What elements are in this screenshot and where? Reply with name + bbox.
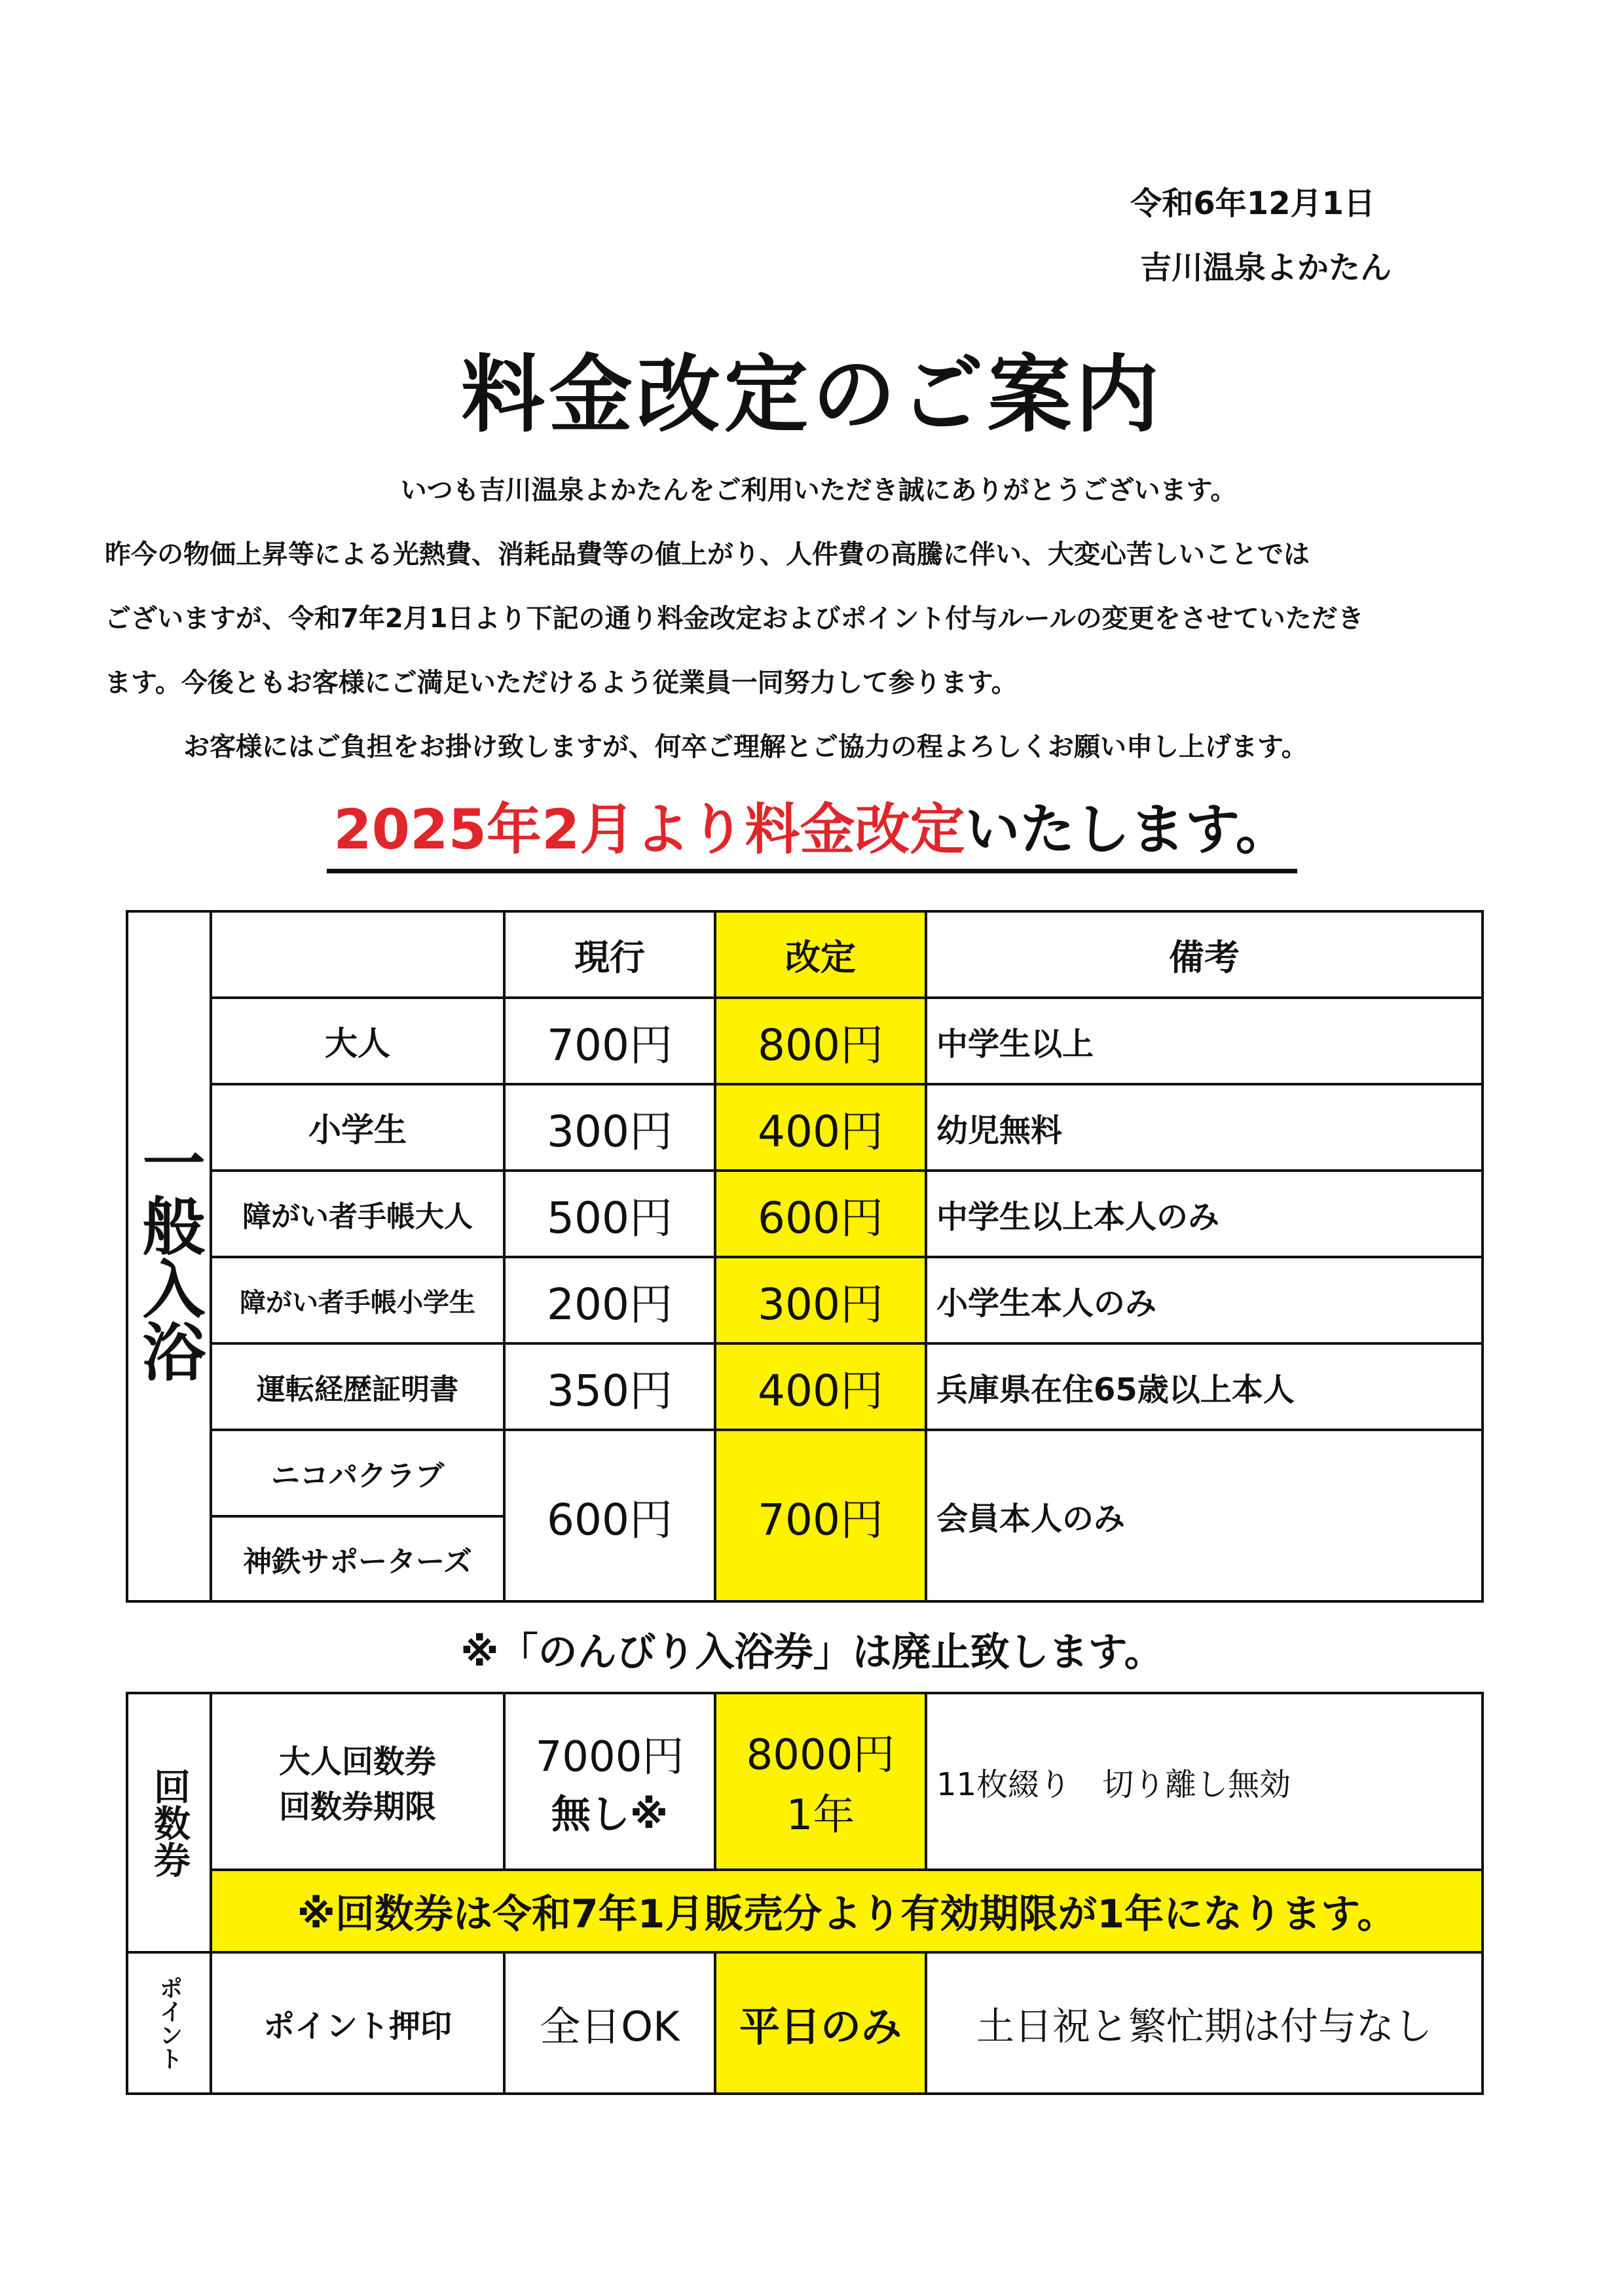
row-note: 中学生以上 xyxy=(926,998,1483,1084)
row-category: 大人 xyxy=(211,998,504,1084)
club-category-2: 神鉄サポーターズ xyxy=(211,1516,504,1601)
coupon-categories xyxy=(211,1693,504,1870)
headline-black: いたします。 xyxy=(965,797,1291,862)
header-revised: 改定 xyxy=(715,911,926,998)
intro-text xyxy=(105,458,1532,779)
intro-line-3: ございますが、令和7年2月1日より下記の通り料金改定およびポイント付与ルールの変更をさせていただき xyxy=(105,604,1364,634)
table-row xyxy=(127,1084,1483,1171)
coupon-revised-price: 8000円 xyxy=(746,1731,895,1779)
row-revised: 300円 xyxy=(715,1257,926,1343)
row-revised: 800円 xyxy=(715,998,926,1084)
row-category: 小学生 xyxy=(211,1084,504,1171)
row-note: 小学生本人のみ xyxy=(926,1257,1483,1343)
points-category: ポイント押印 xyxy=(211,1952,504,2094)
row-current: 700円 xyxy=(504,998,715,1084)
coupon-category-2: 回数券期限 xyxy=(278,1789,436,1825)
row-current: 200円 xyxy=(504,1257,715,1343)
headline xyxy=(0,786,1624,873)
row-current: 350円 xyxy=(504,1343,715,1430)
row-category: 障がい者手帳大人 xyxy=(211,1171,504,1257)
coupon-revised xyxy=(715,1693,926,1870)
table-row xyxy=(127,1343,1483,1430)
table-row xyxy=(127,1171,1483,1257)
row-category: 運転経歴証明書 xyxy=(211,1343,504,1430)
points-row xyxy=(127,1952,1483,2094)
intro-line-2: 昨今の物価上昇等による光熱費、消耗品費等の値上がり、人件費の高騰に伴い、大変心苦しいことでは xyxy=(105,539,1310,570)
row-note: 幼児無料 xyxy=(926,1084,1483,1171)
table-row xyxy=(127,998,1483,1084)
header-current: 現行 xyxy=(504,911,715,998)
row-revised: 400円 xyxy=(715,1084,926,1171)
header-row xyxy=(127,911,1483,998)
points-note: 土日祝と繁忙期は付与なし xyxy=(926,1952,1483,2094)
coupon-revised-expiry: 1年 xyxy=(786,1791,855,1840)
coupon-current-expiry: 無し※ xyxy=(551,1792,669,1838)
intro-line-4: ます。今後ともお客様にご満足いただけるよう従業員一同努力して参ります。 xyxy=(105,668,1018,698)
club-current: 600円 xyxy=(504,1430,715,1601)
intro-line-1: いつも吉川温泉よかたんをご利用いただき誠にありがとうございます。 xyxy=(400,475,1237,505)
row-revised: 600円 xyxy=(715,1171,926,1257)
coupon-banner-row xyxy=(127,1870,1483,1952)
table-row xyxy=(127,1257,1483,1343)
coupon-row xyxy=(127,1693,1483,1870)
coupon-current xyxy=(504,1693,715,1870)
side-label-points: ポイント xyxy=(127,1952,211,2094)
coupon-banner: ※回数券は令和7年1月販売分より有効期限が1年になります。 xyxy=(211,1870,1483,1952)
club-note: 会員本人のみ xyxy=(926,1430,1483,1601)
coupon-note: 11枚綴り 切り離し無効 xyxy=(926,1693,1483,1870)
headline-red: 2025年2月より料金改定 xyxy=(333,797,965,862)
points-current: 全日OK xyxy=(504,1952,715,2094)
row-current: 500円 xyxy=(504,1171,715,1257)
intro-line-5: お客様にはご負担をお掛け致しますが、何卒ご理解とご協力の程よろしくお願い申し上げます。 xyxy=(183,732,1308,762)
club-revised: 700円 xyxy=(715,1430,926,1601)
row-note: 中学生以上本人のみ xyxy=(926,1171,1483,1257)
row-category: 障がい者手帳小学生 xyxy=(211,1257,504,1343)
discontinued-notice: ※「のんびり入浴券」は廃止致します。 xyxy=(460,1630,1164,1675)
club-category-1: ニコパクラブ xyxy=(211,1430,504,1516)
coupon-current-price: 7000円 xyxy=(535,1733,684,1781)
row-current: 300円 xyxy=(504,1084,715,1171)
points-revised: 平日のみ xyxy=(715,1952,926,2094)
general-bath-table xyxy=(126,910,1484,1603)
notice-date: 令和6年12月1日 xyxy=(1130,185,1375,222)
side-label-coupon: 回数券 xyxy=(127,1693,211,1952)
row-revised: 400円 xyxy=(715,1343,926,1430)
header-remarks: 備考 xyxy=(926,911,1483,998)
table-row xyxy=(127,1430,1483,1516)
coupon-points-table xyxy=(126,1692,1484,2095)
page-title: 料金改定のご案内 xyxy=(460,346,1163,444)
coupon-category-1: 大人回数券 xyxy=(278,1743,436,1780)
side-label-general-bath: 一般入浴 xyxy=(127,911,211,1601)
organization-name: 吉川温泉よかたん xyxy=(1139,249,1392,286)
row-note: 兵庫県在住65歳以上本人 xyxy=(926,1343,1483,1430)
header-empty xyxy=(211,911,504,998)
